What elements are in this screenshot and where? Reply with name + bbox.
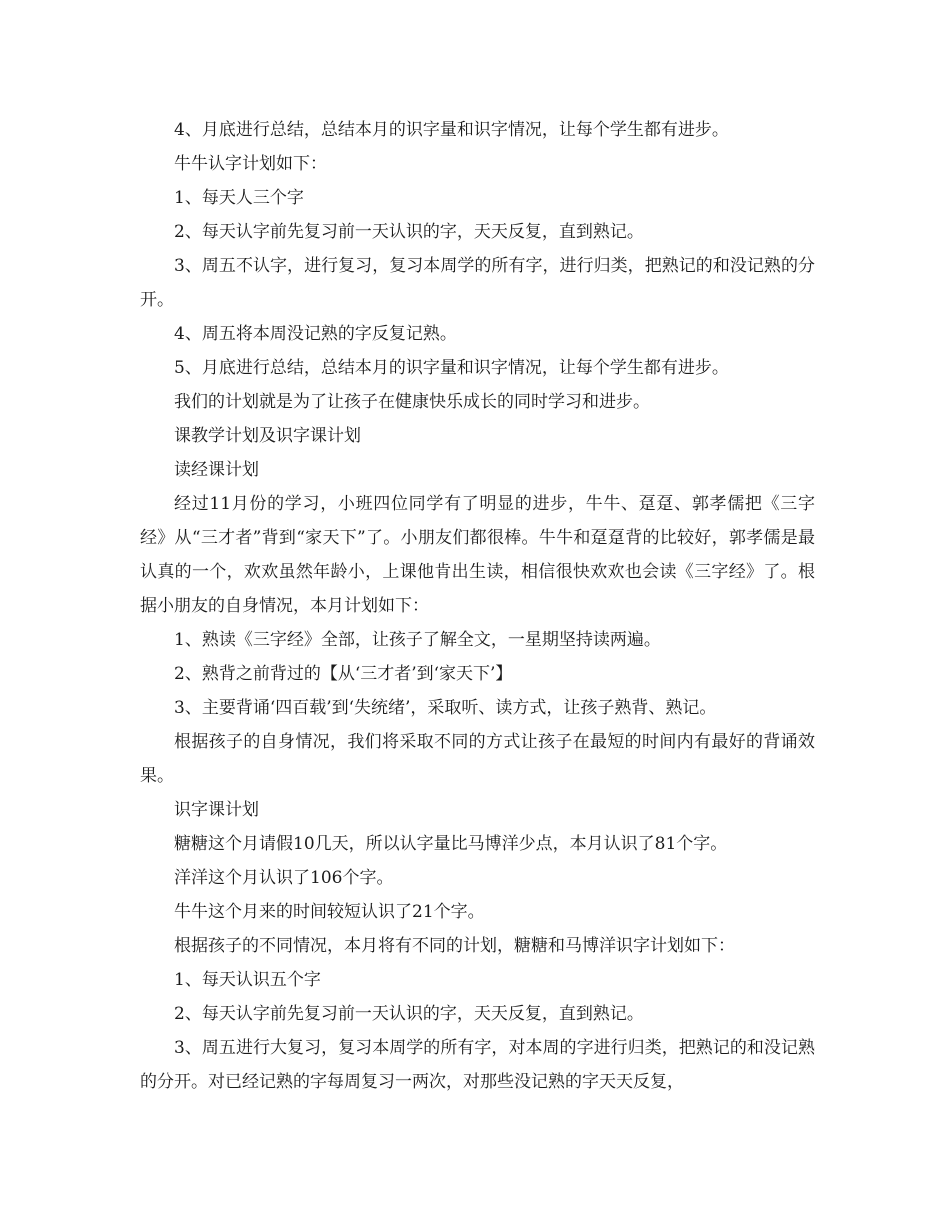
paragraph: 1、每天人三个字 [174,188,304,208]
paragraph: 牛牛认字计划如下： [174,154,327,174]
document-body [140,113,815,1099]
paragraph: 洋洋这个月认识了106个字。 [174,868,394,888]
section-heading: 课教学计划及识字课计划 [174,426,361,446]
paragraph: 2、熟背之前背过的【从‘三才者’到‘家天下’】 [174,664,513,684]
paragraph: 3、周五不认字，进行复习，复习本周学的所有字，进行归类，把熟记的和没记熟的分开。 [140,256,815,310]
paragraph: 糖糖这个月请假10几天，所以认字量比马博洋少点，本月认识了81个字。 [174,834,728,854]
paragraph: 3、主要背诵‘四百载’到‘失统绪’，采取听、读方式，让孩子熟背、熟记。 [174,698,717,718]
section-heading: 识字课计划 [174,800,259,820]
paragraph: 4、月底进行总结，总结本月的识字量和识字情况，让每个学生都有进步。 [174,120,729,140]
paragraph: 2、每天认字前先复习前一天认识的字，天天反复，直到熟记。 [174,1004,644,1024]
paragraph: 1、每天认识五个字 [174,970,321,990]
paragraph: 3、周五进行大复习，复习本周学的所有字，对本周的字进行归类，把熟记的和没记熟的分开。对已经记熟的字每周复习一两次，对那些没记熟的字天天反复， [140,1038,815,1092]
paragraph: 根据孩子的自身情况，我们将采取不同的方式让孩子在最短的时间内有最好的背诵效果。 [140,732,815,786]
paragraph: 根据孩子的不同情况，本月将有不同的计划，糖糖和马博洋识字计划如下： [174,936,735,956]
paragraph: 5、月底进行总结，总结本月的识字量和识字情况，让每个学生都有进步。 [174,358,729,378]
section-heading: 读经课计划 [174,460,259,480]
paragraph: 经过11月份的学习，小班四位同学有了明显的进步，牛牛、趸趸、郭孝儒把《三字经》从“三才者”背到“家天下”了。小朋友们都很棒。牛牛和趸趸背的比较好，郭孝儒是最认真的一个，欢欢虽然年龄小，上课他肯出生读，相信很快欢欢也会读《三字经》了。根据小朋友的自身情况，本月计划如下： [140,494,815,616]
paragraph: 1、熟读《三字经》全部，让孩子了解全文，一星期坚持读两遍。 [174,630,661,650]
paragraph: 2、每天认字前先复习前一天认识的字，天天反复，直到熟记。 [174,222,644,242]
paragraph: 我们的计划就是为了让孩子在健康快乐成长的同时学习和进步。 [174,392,650,412]
paragraph: 牛牛这个月来的时间较短认识了21个字。 [174,902,485,922]
paragraph: 4、周五将本周没记熟的字反复记熟。 [174,324,457,344]
